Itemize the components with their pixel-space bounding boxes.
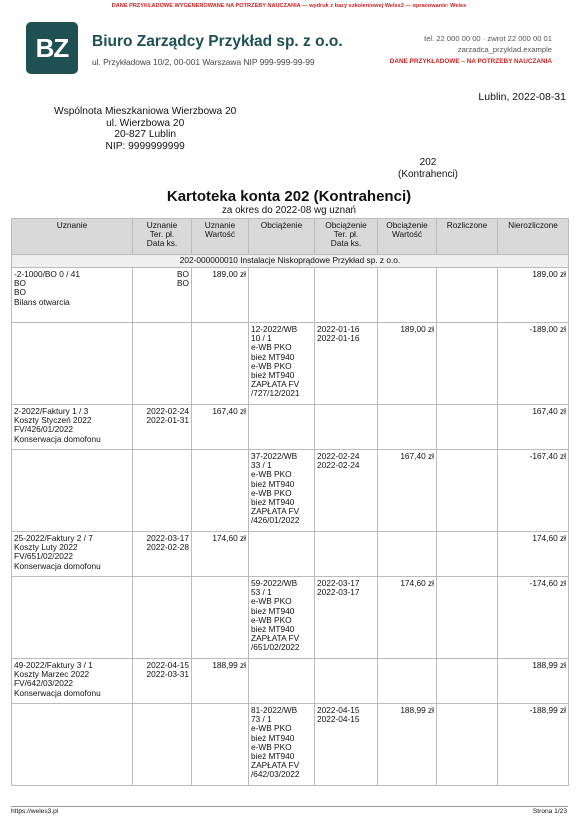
table-row	[12, 405, 569, 450]
table-cell	[378, 532, 437, 577]
table-cell	[192, 323, 249, 405]
table-cell	[133, 450, 192, 532]
recipient-name: Wspólnota Mieszkaniowa Wierzbowa 20	[54, 106, 237, 117]
table-cell: 81-2022/WB 73 / 1 e-WB PKO bież MT940 e-WB PKO bież MT940 ZAPŁATA FV /642/03/2022	[249, 704, 315, 786]
table-cell: 188,99 zł	[378, 704, 437, 786]
table-cell: 167,40 zł	[498, 405, 569, 450]
table-cell	[249, 532, 315, 577]
table-cell: 2-2022/Faktury 1 / 3 Koszty Styczeń 2022 FV/426/01/2022 Konserwacja domofonu	[12, 405, 133, 450]
footer-page-number: Strona 1/23	[532, 808, 567, 815]
table-cell: 25-2022/Faktury 2 / 7 Koszty Luty 2022 FV/651/02/2022 Konserwacja domofonu	[12, 532, 133, 577]
table-cell	[192, 704, 249, 786]
table-header-row	[12, 219, 569, 255]
table-cell: 49-2022/Faktury 3 / 1 Koszty Marzec 2022 FV/642/03/2022 Konserwacja domofonu	[12, 659, 133, 704]
table-cell	[315, 405, 378, 450]
table-cell	[437, 704, 498, 786]
table-cell: 167,40 zł	[378, 450, 437, 532]
table-cell: 2022-02-24 2022-02-24	[315, 450, 378, 532]
company-contact-phone: tel. 22 000 00 00 · zwrot 22 000 00 01	[424, 34, 552, 43]
table-cell	[437, 450, 498, 532]
footer-url[interactable]: https://weles3.pl	[11, 808, 59, 815]
ledger-table	[11, 218, 569, 786]
column-header: Obciążenie	[249, 219, 315, 255]
table-cell: 174,60 zł	[378, 577, 437, 659]
account-block	[396, 157, 460, 180]
column-header: Rozliczone	[437, 219, 498, 255]
table-cell	[192, 450, 249, 532]
table-cell: 188,99 zł	[498, 659, 569, 704]
table-cell: 189,00 zł	[378, 323, 437, 405]
table-cell: BO BO	[133, 268, 192, 323]
page-subtitle: za okres do 2022-08 wg uznań	[222, 205, 356, 216]
table-cell: -167,40 zł	[498, 450, 569, 532]
table-cell: -189,00 zł	[498, 323, 569, 405]
table-cell: 167,40 zł	[192, 405, 249, 450]
table-cell: 189,00 zł	[192, 268, 249, 323]
column-header: Uznanie Wartość	[192, 219, 249, 255]
table-row	[12, 323, 569, 405]
table-cell: 37-2022/WB 33 / 1 e-WB PKO bież MT940 e-WB PKO bież MT940 ZAPŁATA FV /426/01/2022	[249, 450, 315, 532]
company-address: ul. Przykładowa 10/2, 00-001 Warszawa NIP 999-999-99-99	[92, 57, 315, 67]
table-cell	[12, 704, 133, 786]
document-date: Lublin, 2022-08-31	[478, 91, 566, 103]
recipient-street: ul. Wierzbowa 20	[106, 117, 185, 129]
column-header: Uznanie Ter. pł. Data ks.	[133, 219, 192, 255]
column-header: Obciążenie Ter. pł. Data ks.	[315, 219, 378, 255]
column-header: Uznanie	[12, 219, 133, 255]
account-name: (Kontrahenci)	[397, 168, 459, 180]
group-row	[12, 255, 569, 268]
table-row	[12, 532, 569, 577]
table-cell: 2022-04-15 2022-03-31	[133, 659, 192, 704]
table-cell	[133, 704, 192, 786]
table-cell: 2022-03-17 2022-03-17	[315, 577, 378, 659]
column-header: Nierozliczone	[498, 219, 569, 255]
company-contact-web: zarzadca_przyklad.example	[457, 45, 552, 54]
table-cell	[133, 323, 192, 405]
table-cell	[12, 323, 133, 405]
table-cell	[378, 268, 437, 323]
table-cell: -2-1000/BO 0 / 41 BO BO Bilans otwarcia	[12, 268, 133, 323]
top-banner: DANE PRZYKŁADOWE WYGENEROWANE NA POTRZEBY NAUCZANIA — wydruk z bazy szkoleniowej Weles3 — opracowanie: Weles	[111, 3, 467, 9]
company-name: Biuro Zarządcy Przykład sp. z o.o.	[92, 33, 343, 50]
group-label: 202-000000010 Instalacje Niskoprądowe Przykład sp. z o.o.	[12, 255, 569, 268]
table-cell	[249, 405, 315, 450]
table-cell	[133, 577, 192, 659]
table-row	[12, 450, 569, 532]
recipient-nip: NIP: 9999999999	[105, 140, 185, 152]
table-cell	[437, 532, 498, 577]
table-cell	[315, 532, 378, 577]
table-cell	[12, 577, 133, 659]
table-cell	[315, 268, 378, 323]
table-cell	[378, 659, 437, 704]
table-cell: 2022-04-15 2022-04-15	[315, 704, 378, 786]
table-cell	[12, 450, 133, 532]
table-cell	[192, 577, 249, 659]
footer-divider	[11, 806, 568, 807]
company-notice: DANE PRZYKŁADOWE – NA POTRZEBY NAUCZANIA	[389, 58, 552, 65]
table-cell	[437, 577, 498, 659]
table-cell: 2022-03-17 2022-02-28	[133, 532, 192, 577]
table-cell: 188,99 zł	[192, 659, 249, 704]
table-cell: 2022-01-16 2022-01-16	[315, 323, 378, 405]
recipient-city: 20-827 Lublin	[114, 129, 177, 140]
table-cell: 174,60 zł	[498, 532, 569, 577]
table-cell: 2022-02-24 2022-01-31	[133, 405, 192, 450]
table-cell	[249, 268, 315, 323]
table-cell	[437, 323, 498, 405]
table-row	[12, 659, 569, 704]
table-cell: 59-2022/WB 53 / 1 e-WB PKO bież MT940 e-WB PKO bież MT940 ZAPŁATA FV /651/02/2022	[249, 577, 315, 659]
table-cell: 174,60 zł	[192, 532, 249, 577]
table-cell	[315, 659, 378, 704]
recipient-block	[54, 106, 236, 152]
page-title: Kartoteka konta 202 (Kontrahenci)	[166, 188, 412, 205]
column-header: Obciążenie Wartość	[378, 219, 437, 255]
table-cell	[437, 405, 498, 450]
table-cell: -188,99 zł	[498, 704, 569, 786]
table-cell: -174,60 zł	[498, 577, 569, 659]
table-cell	[437, 659, 498, 704]
table-cell: 12-2022/WB 10 / 1 e-WB PKO bież MT940 e-WB PKO bież MT940 ZAPŁATA FV /727/12/2021	[249, 323, 315, 405]
table-row	[12, 268, 569, 323]
table-row	[12, 704, 569, 786]
account-number: 202	[419, 157, 437, 168]
table-cell: 189,00 zł	[498, 268, 569, 323]
company-logo: BZ	[26, 22, 78, 74]
table-cell	[437, 268, 498, 323]
table-row	[12, 577, 569, 659]
table-cell	[378, 405, 437, 450]
table-cell	[249, 659, 315, 704]
